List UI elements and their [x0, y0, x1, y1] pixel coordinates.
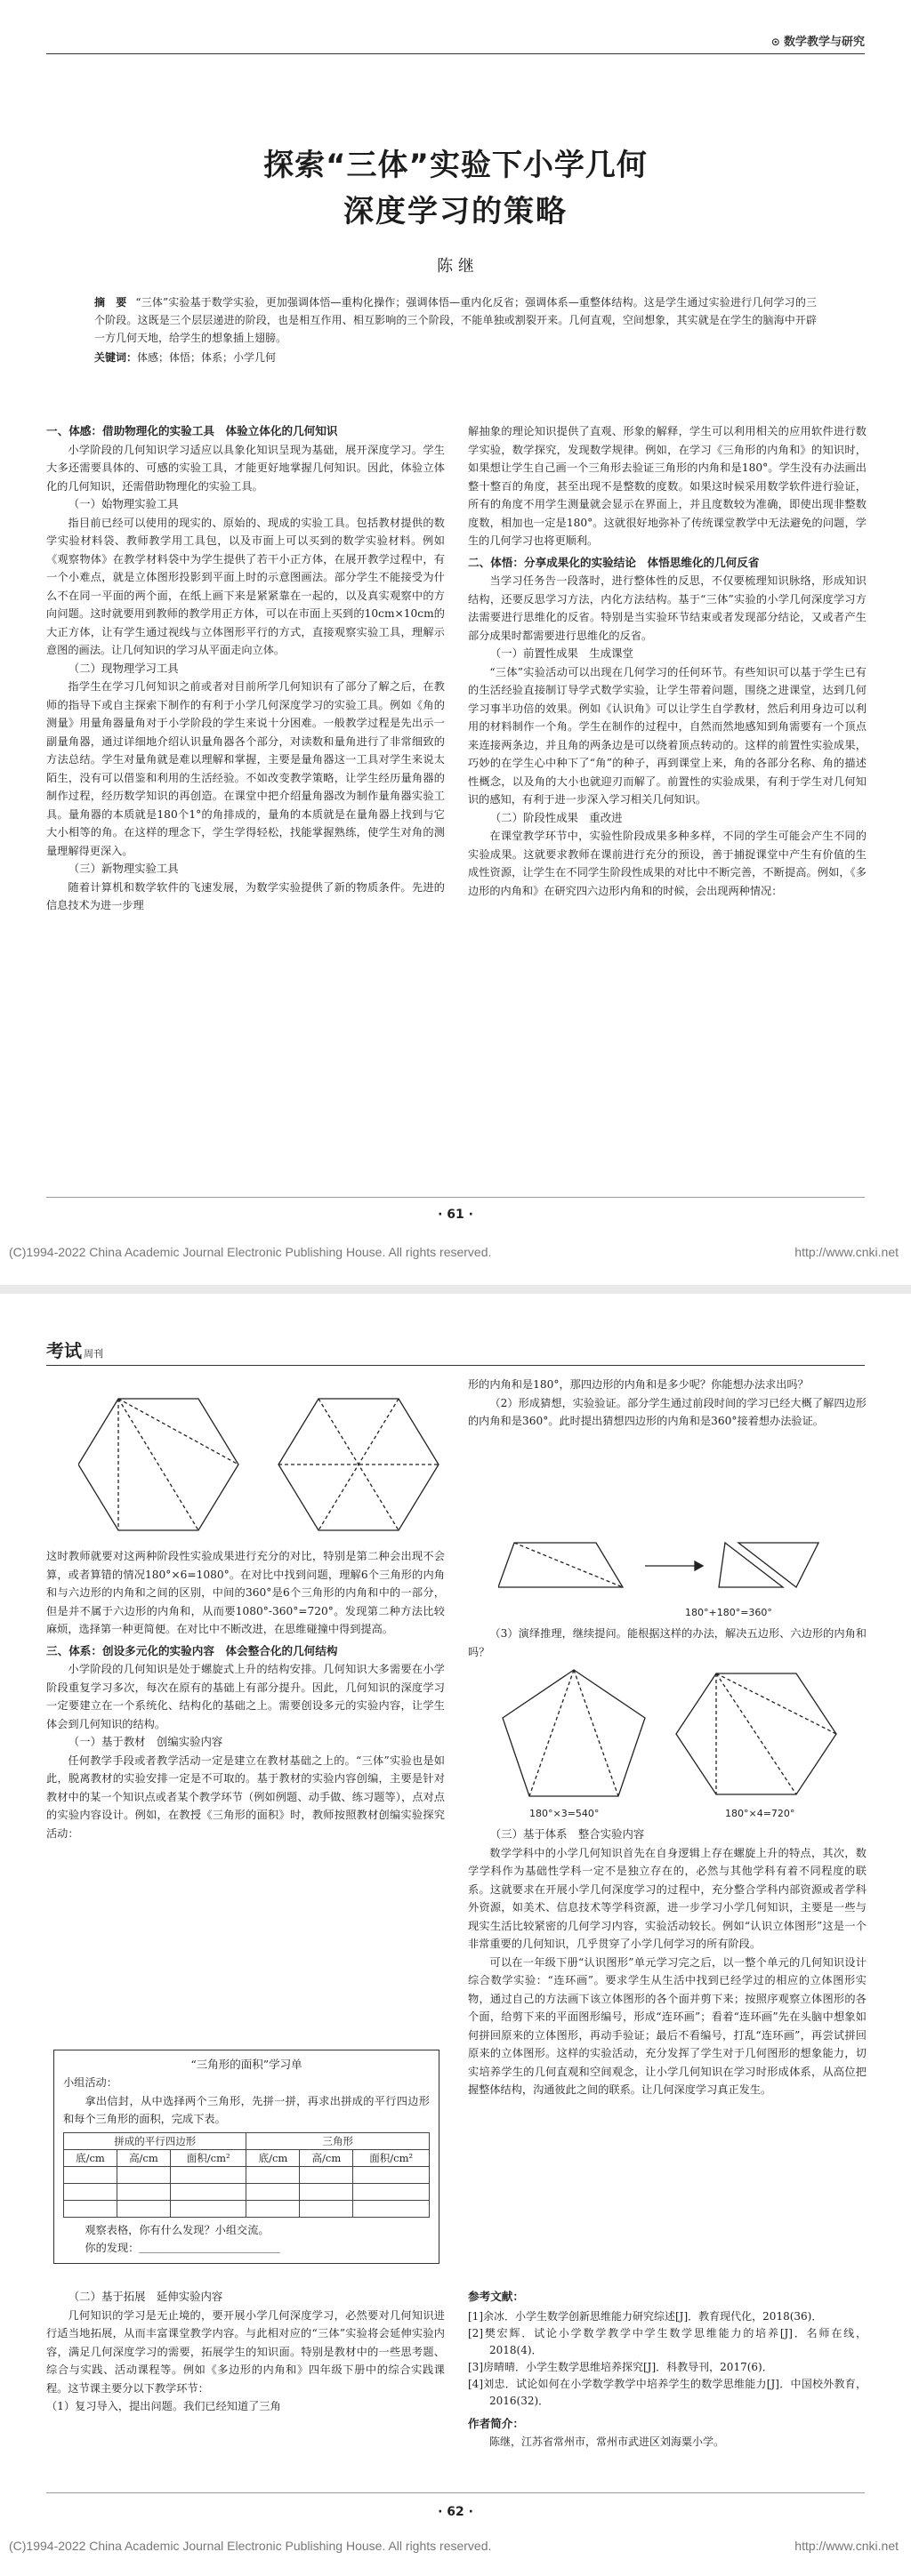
abstract-text: “三体”实验基于数学实验，更加强调体悟—重构化操作；强调体悟—重内化反省；强调体系—重整体结构。这是学生通过实验进行几何学习的三个阶段。这既是三个层层递进的阶段，也是相互作用、相互影响的三个阶段，不能单独或割裂开来。几何直观，空间想象，其实就是在学生的脑海中开辟一方几何天地，给学生的想象插上翅膀。 — [94, 296, 817, 344]
footer-rule — [46, 1197, 865, 1198]
trapezoid-shape — [498, 1543, 623, 1587]
paragraph-continued: （1）复习导入，提出问题。我们已经知道了三角 — [46, 2400, 281, 2412]
hexagon-triangulated-from-vertex — [78, 1399, 238, 1530]
table-row — [64, 2183, 430, 2200]
reference-list — [468, 2308, 867, 2410]
col-base: 底/cm — [246, 2149, 300, 2166]
paragraph: 可以在一年级下册“认识图形”单元学习完之后，以一整个单元的几何知识设计综合数学实验：“连环画”。要求学生从生活中找到已经学过的相应的立体图形实物，通过自己的方法画下该立体图形的各个面并剪下来；按照序观察立体图形的各个面，给剪下来的平面图形编号，形成“连环画”；看着“连环画”先在头脑中想象如何拼回原来的立体图形，再动手验证；最后不看编号，打乱“连环画”，再尝试拼回原来的立体图形。这样的实验活动，充分发挥了学生对于几何图形的想象能力，切实培养学生的几何直观和空间观念，让小学几何知识在学习时形成体系，从高位把握整体结构，沟通彼此之间的联系。让几何深度学习真正发生。 — [468, 1955, 867, 2096]
header-rule — [46, 1365, 865, 1366]
hexagon-triangulated-from-center — [278, 1399, 439, 1530]
col-area: 面积/cm² — [170, 2149, 246, 2166]
paragraph: 几何知识的学习是无止境的，要开展小学几何深度学习，必然要对几何知识进行适当地拓展，从而丰富课堂教学内容。与此相对应的“三体”实验将会延伸实验内容，满足几何深度学习的需要，拓展学生的知识面。特别是教材中的一些思考题、综合与实践、活动课程等。例如《多边形的内角和》四年级下册中的综合实践课程。这节课主要分以下教学环节： — [46, 2308, 445, 2395]
journal-header — [46, 1336, 103, 1362]
page-61 — [0, 0, 911, 1285]
triangle-piece-2 — [738, 1543, 818, 1587]
paragraph: 数学学科中的小学几何知识首先在自身逻辑上存在螺旋上升的特点，其次，数学学科作为基础性学科一定不是独立存在的，必然与其他学科有着不同程度的联系。这就要求在开展小学几何深度学习的过程中，充分整合学科内部资源或者学科外资源，如美术、信息技术等学科资源，进一步学习小学几何知识，主要是一些与现实生活比较紧密的几何学习内容，实验活动较长。例如“认识立体图形”这是一个非常重要的几何知识，几乎贯穿了小学几何学习的所有阶段。 — [468, 1846, 867, 1950]
abstract-label: 摘 要 — [94, 296, 127, 309]
paragraph: 指目前已经可以使用的现实的、原始的、现成的实验工具。包括教材提供的数学实验材料袋、教师教学用工具包，以及市面上可以买到的数学实验材料。例如《观察物体》在教学材料袋中为学生提供了若干小正方体，在展开教学过程中，有一个小难点，就是立体图形投影到平面上时的示意图画法。部分学生不能接受为什么不在同一平面的两个面，在纸上画下来是紧紧靠在一起的，以及真实观察中的方向问题。这时就要用到教师的教学用正方体，可以在市面上买到的10cm×10cm的大正方体，让有学生通过视线与立体图形平行的方式，直接观察实验工具，理解示意图的画法。让几何知识的学习从平面走向立体。 — [46, 516, 445, 656]
reference-item: [2]樊宏辉．试论小学数学教学中学生数学思维能力的培养[J]．名师在线，2018(4)． — [468, 2326, 867, 2356]
hexagon-caption: 180°×4=720° — [725, 1808, 795, 1819]
paragraph: 当学习任务告一段落时，进行整体性的反思，不仅要梳理知识脉络，形成知识结构，还要反思学习方法，内化方法结构。基于“三体”实验的小学几何深度学习方法需要进行思维化的反省。特别是当实验环节结束或者发现部分结论，又或者产生部分成果时都需要进行思维化的反省。 — [468, 574, 867, 642]
paragraph: 随着计算机和数学软件的飞速发展，为数学实验提供了新的物质条件。先进的信息技术为进一步理 — [46, 880, 445, 911]
col-height: 高/cm — [117, 2149, 170, 2166]
reference-item: [1]余冰．小学生数学创新思维能力研究综述[J]．教育现代化，2018(36)． — [468, 2309, 823, 2323]
paragraph: “三体”实验活动可以出现在几何学习的任何环节。有些知识可以基于学生已有的生活经验直接制订导学式数学实验，让学生带着问题，围绕之进课堂，达到几何学习事半功倍的效果。例如《认识角》可以让学生自学教材，然后利用身边可以利用的材料制作一个角。学生在制作的过程中，自然而然地感知到角需要有一个顶点来连接两条边，并且角的两条边是可以绕着顶点转动的。这样的前置性实验成果，巧妙的在学生心中种下了“角”的种子，再到课堂上来，角的各部分名称、角的描述性概念，以及角的大小也就迎刃而解了。前置性的实验成果，有利于学生对几何知识的感知，有利于进一步深入学习相关几何知识。 — [468, 665, 867, 806]
subsection-heading: （二）阶段性成果 重改进 — [489, 810, 623, 824]
worksheet-title: “三角形的面积”学习单 — [190, 2058, 302, 2071]
page2-right-column-mid — [468, 1625, 867, 1661]
references-section — [468, 2288, 867, 2452]
author-name: 陈 继 — [437, 257, 474, 276]
paragraph: 指学生在学习几何知识之前或者对目前所学几何知识有了部分了解之后，在教师的指导下或自主探索下制作的有利于小学几何深度学习的实验工具。例如《角的测量》用量角器量角对于小学阶段的学生来说十分困难。一般教学过程是先出示一副量角器，通过详细地介绍认识量角器各个部分，对读数和量角进行了非常细致的方法总结。学生对量角就是难以理解和掌握，主要是量角器这一工具对学生来说太陌生，没有可以借鉴和利用的生活经验。不如改变教学策略，让学生经历量角器的制作过程，经历数学知识的再创造。在课堂中把介绍量角器改为制作量角器实验工具。量角器的本质就是180个1°的角排成的，量角的本质就是在量角器上找到与它大小相等的角。在这样的理念下，学生学得轻松，找能掌握熟练，使学生对角的测量理解得更深入。 — [46, 680, 445, 857]
paragraph: 小学阶段的几何知识是处于螺旋式上升的结构安排。几何知识大多需要在小学阶段重复学习多次，每次在原有的基础上有部分提升。因此，几何知识的深度学习一定要建立在一个系统化、结构化的基础之上。需要创设多元的实验内容，让学生体会到几何知识的结构。 — [46, 1663, 445, 1730]
copyright-notice: (C)1994-2022 China Academic Journal Electronic Publishing House. All rights reserved. — [9, 2539, 492, 2553]
header-rule — [46, 53, 865, 54]
subsection-heading: （一）始物理实验工具 — [68, 497, 179, 510]
col-height: 高/cm — [300, 2149, 353, 2166]
section-heading: 三、体系：创设多元化的实验内容 体会整合化的几何结构 — [46, 1643, 338, 1657]
subsection-heading: （三）新物理实验工具 — [68, 862, 179, 875]
page1-left-column — [46, 422, 445, 915]
cnki-url[interactable]: http://www.cnki.net — [794, 1245, 899, 1259]
page-number: · 61 · — [438, 1208, 473, 1222]
subsection-heading: （三）基于体系 整合实验内容 — [489, 1827, 645, 1841]
page-62 — [0, 1294, 911, 2576]
quadrilateral-caption: 180°+180°=360° — [685, 1607, 772, 1618]
abstract — [94, 293, 817, 366]
paragraph-continued: 形的内角和是180°，那四边形的内角和是多少呢？你能想办法求出吗？ — [468, 1378, 809, 1391]
page2-right-column-top — [468, 1376, 867, 1431]
paragraph: （3）演绎推理，继续提问。能根据这样的办法，解决五边形、六边形的内角和吗？ — [468, 1627, 867, 1658]
paragraph-continued: 解抽象的理论知识提供了直观、形象的解释，学生可以利用相关的应用软件进行数学实验，数学探究，发现数学规律。例如，在学习《三角形的内角和》的知识时，如果想让学生自己画一个三角形去验证三角形的内角和是180°。学生没有办法画出整十整百的角度，甚至出现不是整数的度数。如果这时候采用数学软件进行验证，所有的角度不用学生测量就会显示在界面上，并且度数较为准确，即使出现非整数度数，相加也一定是180°。这就很好地弥补了传统课堂教学中无法避免的问题，学生的几何学习也将更顺利。 — [468, 425, 867, 547]
keywords-text: 体感；体悟；体系；小学几何 — [137, 351, 277, 364]
section-header: ⊙ 数学教学与研究 — [770, 36, 865, 49]
table-row — [64, 2166, 430, 2183]
page2-left-column-top — [46, 1547, 445, 1842]
paragraph: 任何教学手段或者教学活动一定是建立在教材基础之上的。“三体”实验也是如此，脱离教材的实验安排一定是不可取的。基于教材的实验内容创编，主要是针对教材中的某一个知识点或者某个教学环节（例如例题、动手做、练习题等），点对点的实验内容设计。例如，在教授《三角形的面积》时，教师按照教材创编实验探究活动： — [46, 1753, 445, 1840]
page-number: · 62 · — [438, 2505, 473, 2519]
paragraph-continued: 这时教师就要对这两种阶段性实验成果进行充分的对比，特别是第二种会出现不会算，或者算错的情况180°×6=1080°。在对比中找到问题，理解6个三角形的内角和与六边形的内角和之间的区别，中间的360°是6个三角形的内角和中的一部分，但是并不属于六边形的内角和，从而要1080°-360°=720°。发现第二种方法比较麻烦，选择第一种更简便。在对比中不断改进，在思维碰撞中得到提高。 — [46, 1550, 445, 1635]
journal-name: 考试 — [46, 1340, 82, 1361]
subsection-heading: （一）前置性成果 生成课堂 — [489, 646, 633, 660]
subsection-heading: （二）基于拓展 延伸实验内容 — [68, 2290, 223, 2303]
circle-bullet-icon: ⊙ — [770, 36, 784, 48]
worksheet-observe: 观察表格，你有什么发现？小组交流。 — [85, 2223, 270, 2236]
references-label: 参考文献： — [468, 2290, 524, 2303]
col-area: 面积/cm² — [353, 2149, 430, 2166]
page1-right-column — [468, 422, 867, 900]
pentagon-triangulated — [503, 1670, 645, 1796]
journal-frequency: 周刊 — [84, 1348, 103, 1360]
subsection-heading: （一）基于教材 创编实验内容 — [68, 1735, 223, 1748]
article-title-line2: 深度学习的策略 — [343, 194, 568, 229]
table-header-triangle: 三角形 — [246, 2132, 430, 2149]
author-info: 陈继，江苏省常州市，常州市武进区刘海粟小学。 — [489, 2436, 725, 2448]
subsection-heading: （二）现物理学习工具 — [68, 661, 179, 675]
paragraph: 小学阶段的几何知识学习适应以具象化知识呈现为基础，展开深度学习。学生大多还需要具体的、可感的实验工具，才能更好地掌握几何知识。因此，体验立体化的几何知识，还需借助物理化的实验工具。 — [46, 443, 445, 493]
table-header-parallelogram: 拼成的平行四边形 — [64, 2132, 246, 2149]
reference-item: [3]房晴晴．小学生数学思维培养探究[J]．科教导刊，2017(6)． — [468, 2360, 773, 2373]
keywords-label: 关键词： — [94, 351, 138, 364]
worksheet-table — [63, 2132, 430, 2218]
page-gap — [0, 1285, 911, 1294]
cnki-url[interactable]: http://www.cnki.net — [794, 2539, 899, 2553]
triangle-area-worksheet — [53, 2050, 439, 2264]
copyright-notice: (C)1994-2022 China Academic Journal Electronic Publishing House. All rights reserved. — [9, 1245, 492, 1259]
hexagon-figures — [78, 1392, 452, 1538]
pentagon-hexagon-figure — [498, 1663, 845, 1805]
author-info-label: 作者简介： — [468, 2416, 524, 2430]
quadrilateral-split-figure — [498, 1534, 854, 1605]
worksheet-activity-label: 小组活动： — [63, 2076, 117, 2089]
triangle-piece-1 — [719, 1543, 783, 1587]
page2-left-column-bottom — [46, 2288, 445, 2416]
table-row — [64, 2200, 430, 2217]
worksheet-findings: 你的发现：＿＿＿＿＿＿＿＿＿＿＿＿＿ — [85, 2242, 280, 2254]
worksheet-instructions: 拿出信封，从中选择两个三角形，先拼一拼，再求出拼成的平行四边形和每个三角形的面积，完成下表。 — [63, 2094, 430, 2125]
section-heading: 二、体悟：分享成果化的实验结论 体悟思维化的几何反省 — [468, 555, 760, 569]
col-base: 底/cm — [64, 2149, 117, 2166]
section-heading: 一、体感：借助物理化的实验工具 体验立体化的几何知识 — [46, 424, 338, 437]
reference-item: [4]刘忠．试论如何在小学数学教学中培养学生的数学思维能力[J]．中国校外教育，2016(32)． — [468, 2377, 867, 2407]
paragraph: （2）形成猜想，实验验证。部分学生通过前段时间的学习已经大概了解四边形的内角和是360°。此时提出猜想四边形的内角和是360°接着想办法验证。 — [468, 1396, 867, 1427]
footer-rule — [46, 2492, 865, 2493]
hexagon-triangulated — [676, 1673, 836, 1794]
paragraph: 在课堂教学环节中，实验性阶段成果多种多样，不同的学生可能会产生不同的实验成果。这就要求教师在课前进行充分的预设，善于捕捉课堂中产生有价值的生成性资源，让学生在不同学生阶段性成果的对比中不断完善，不断提高。例如，《多边形的内角和》在研究四六边形内角和的时候，会出现两种情况： — [468, 830, 867, 897]
page2-right-column-bottom — [468, 1826, 867, 2099]
pentagon-caption: 180°×3=540° — [529, 1808, 600, 1819]
article-title-line1: 探索“三体”实验下小学几何 — [263, 148, 648, 183]
